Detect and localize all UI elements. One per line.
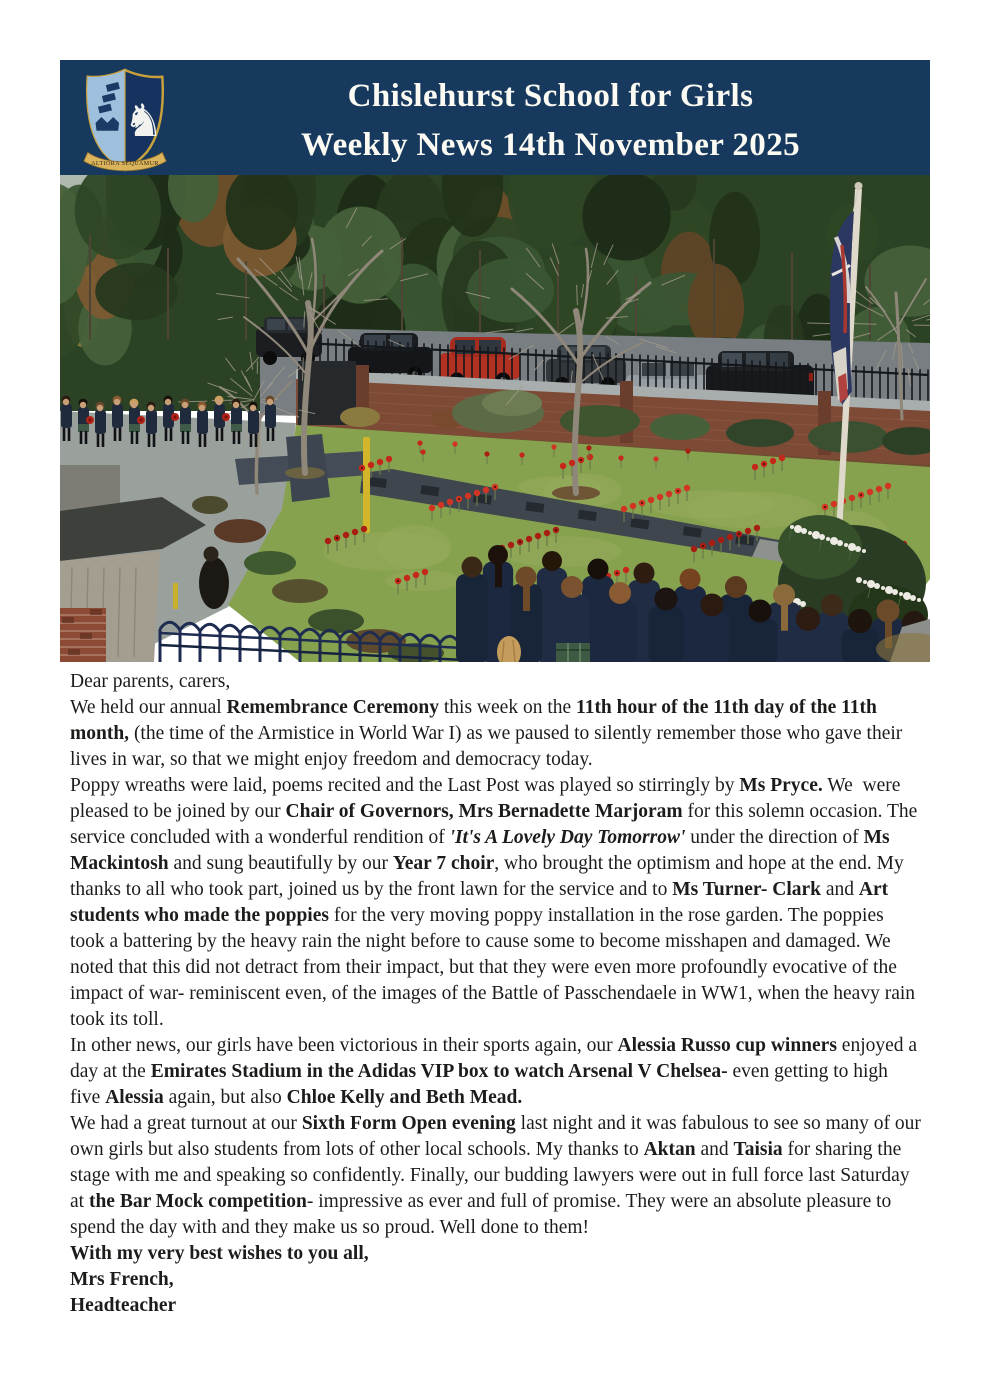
header-titles [177, 65, 930, 170]
newsletter-header [60, 60, 930, 175]
page-subtitle: Weekly News 14th November 2025 [300, 127, 800, 163]
letter-paragraph: Headteacher [70, 1295, 177, 1316]
school-crest [73, 64, 177, 172]
remembrance-photo [60, 175, 930, 662]
letter-paragraph: We held our annual Remembrance Ceremony this week on the 11th hour of the 11th day of the 11th month, (the time of the Armistice in World War I) as we paused to silently remember those who gave their lives in war, so that we might enjoy freedom and democracy today. [70, 697, 903, 770]
letter-paragraph: Dear parents, carers, [70, 671, 231, 692]
letter-paragraph: We had a great turnout at our Sixth Form Open evening last night and it was fabulous to see so many of our own girls but also students from lots of other local schools. My thanks to Aktan and Taisia for sharing the stage with me and speaking so confidently. Finally, our budding lawyers were out in full force last Saturday at the Bar Mock competition- impressive as ever and full of promise. They were an absolute pleasure to spend the day with and they make us so proud. Well done to them! [70, 1113, 921, 1238]
yellow-bollard [363, 437, 370, 533]
horse-emblem-icon: ♞ [123, 95, 164, 146]
letter-paragraph: Mrs French, [70, 1269, 174, 1290]
letter-paragraph: Poppy wreaths were laid, poems recited and the Last Post was played so stirringly by Ms Pryce. We were pleased to be joined by our Chair of Governors, Mrs Bernadette Marjoram for this solemn occasion. The service concluded with a wonderful rendition of 'It's A Lovely Day Tomorrow' under the direction of Ms Mackintosh and sung beautifully by our Year 7 choir, who brought the optimism and hope at the end. My thanks to all who took part, joined us by the front lawn for the service and to Ms Turner- Clark and Art students who made the poppies for the very moving poppy installation in the rose garden. The poppies took a battering by the heavy rain the night before to cause some to become misshapen and damaged. We noted that this did not detract from their impact, but that they were even more profoundly evocative of the impact of war- reminiscent even, of the images of the Battle of Passchendaele in WW1, when the heavy rain took its toll. [70, 775, 918, 1030]
letter-body [70, 669, 923, 1319]
letter-paragraph: With my very best wishes to you all, [70, 1243, 369, 1264]
remembrance-photo-art [60, 175, 930, 662]
page-title: Chislehurst School for Girls [347, 78, 754, 114]
motto-text: ALTIORA SEQUAMUR [91, 160, 159, 167]
letter-paragraph: In other news, our girls have been victorious in their sports again, our Alessia Russo cup winners enjoyed a day at the Emirates Stadium in the Adidas VIP box to watch Arsenal V Chelsea- even getting to high five Alessia again, but also Chloe Kelly and Beth Mead. [70, 1035, 918, 1108]
